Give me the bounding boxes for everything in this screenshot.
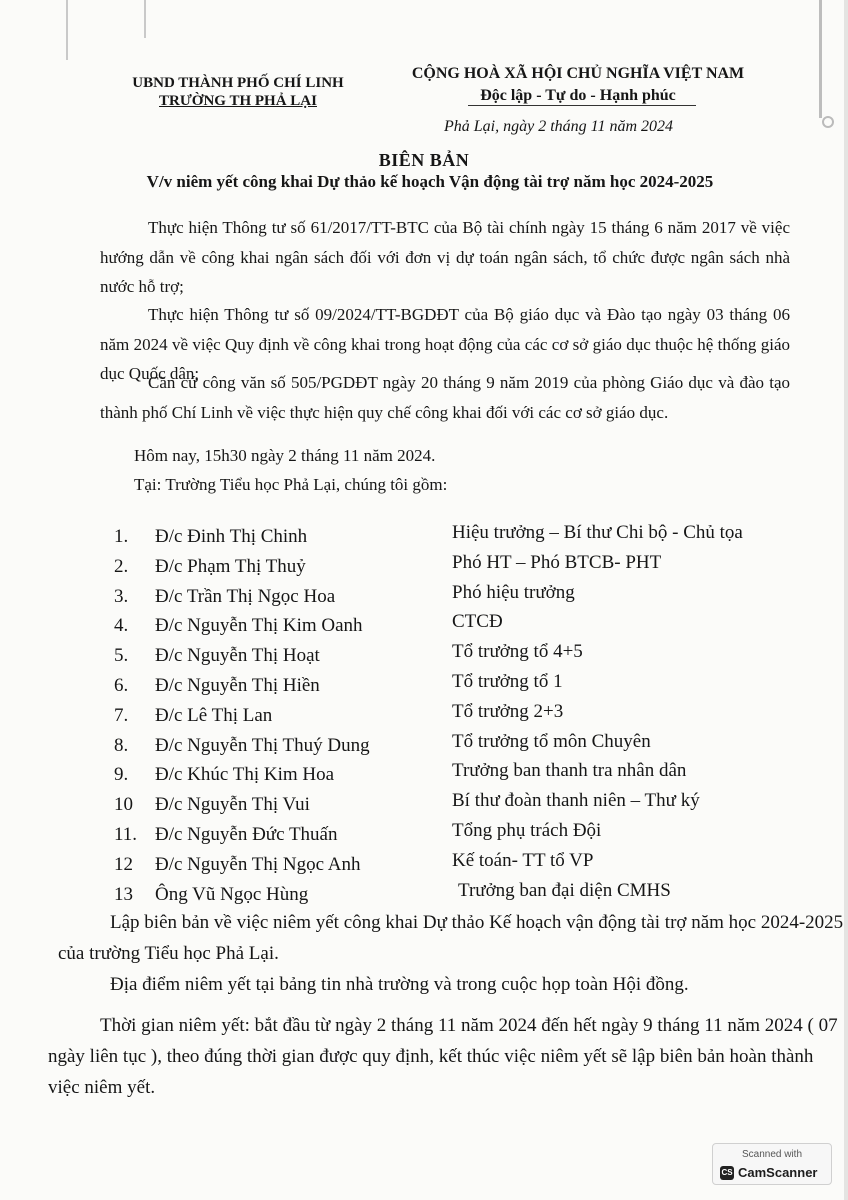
member-name: Ông Vũ Ngọc Hùng (155, 883, 309, 905)
member-role: Hiệu trưởng – Bí thư Chi bộ - Chủ tọa (452, 522, 743, 543)
member-role: CTCĐ (452, 611, 503, 633)
member-number: 9. (114, 764, 129, 786)
member-role: Tổng phụ trách Đội (452, 819, 602, 841)
member-name: Đ/c Nguyễn Thị Hoạt (155, 645, 320, 667)
member-list (0, 522, 848, 909)
member-row (0, 820, 848, 850)
member-row (0, 671, 848, 701)
member-number: 4. (114, 615, 129, 637)
member-name: Đ/c Đinh Thị Chinh (155, 526, 308, 547)
member-name: Đ/c Trần Thị Ngọc Hoa (155, 585, 336, 607)
member-name: Đ/c Nguyễn Thị Kim Oanh (155, 615, 363, 637)
camscanner-name: CamScanner (738, 1165, 818, 1180)
member-name: Đ/c Nguyễn Thị Vui (155, 794, 310, 816)
closing-paragraph-duration (48, 1010, 848, 1103)
scan-artifact-line (66, 0, 68, 60)
member-number: 7. (114, 704, 129, 726)
member-row (0, 731, 848, 761)
member-name: Đ/c Lê Thị Lan (155, 704, 273, 726)
member-number: 10 (114, 794, 133, 816)
member-row (0, 522, 848, 552)
member-row (0, 790, 848, 820)
member-row (0, 641, 848, 671)
member-row (0, 760, 848, 790)
member-name: Đ/c Phạm Thị Thuỷ (155, 555, 306, 577)
paragraph-text: Lập biên bản về việc niêm yết công khai Dự thảo Kế hoạch vận động tài trợ năm học 2024-2025 của trường Tiểu học Phả Lại. (58, 912, 844, 964)
closing-paragraph-purpose (58, 907, 848, 969)
member-number: 5. (114, 645, 129, 667)
document-title: BIÊN BẢN (378, 150, 470, 170)
paragraph-text: Thực hiện Thông tư số 61/2017/TT-BTC của Bộ tài chính ngày 15 tháng 6 năm 2017 về việc hướng dẫn về công khai ngân sách đối với đơn vị dự toán ngân sách, tổ chức được ngân sách nhà nước hỗ trợ; (100, 218, 790, 296)
member-number: 13 (114, 883, 133, 905)
member-number: 11. (114, 823, 138, 845)
member-role: Tổ trưởng tổ 1 (452, 670, 563, 692)
scanned-with-label: Scanned with (741, 1149, 803, 1160)
member-number: 1. (114, 526, 129, 547)
member-role: Phó HT – Phó BTCB- PHT (452, 551, 662, 573)
paragraph-text: Thời gian niêm yết: bắt đầu từ ngày 2 tháng 11 năm 2024 đến hết ngày 9 tháng 11 năm 2024 ( 07 ngày liên tục ), theo đúng thời gian được quy định, kết thúc việc niêm yết sẽ lập biên bản hoàn thành việc niêm yết. (48, 1015, 838, 1098)
member-row (0, 880, 848, 910)
member-number: 2. (114, 555, 129, 577)
paragraph-text: Căn cứ công văn số 505/PGDĐT ngày 20 tháng 9 năm 2019 của phòng Giáo dục và đào tạo thành phố Chí Linh về việc thực hiện quy chế công khai đối với các cơ sở giáo dục. (100, 373, 790, 422)
member-number: 12 (114, 853, 133, 875)
scan-artifact-line (819, 0, 822, 118)
member-row (0, 850, 848, 880)
member-name: Đ/c Khúc Thị Kim Hoa (155, 764, 335, 786)
member-role: Kế toán- TT tổ VP (452, 849, 594, 871)
paragraph-text: Địa điểm niêm yết tại bảng tin nhà trường và trong cuộc họp toàn Hội đồng. (110, 974, 689, 995)
issuer-header (118, 74, 358, 110)
member-number: 6. (114, 674, 129, 696)
national-motto: Độc lập - Tự do - Hạnh phúc (480, 87, 676, 104)
member-role: Tổ trưởng 2+3 (452, 700, 564, 722)
scan-artifact-line (144, 0, 146, 38)
member-name: Đ/c Nguyễn Thị Thuý Dung (155, 734, 370, 756)
member-row (0, 582, 848, 612)
member-role: Trưởng ban đại diện CMHS (458, 879, 671, 901)
document-subtitle: V/v niêm yết công khai Dự thảo kế hoạch Vận động tài trợ năm học 2024-2025 (146, 172, 714, 191)
member-number: 8. (114, 734, 129, 756)
member-row (0, 701, 848, 731)
member-role: Bí thư đoàn thanh niên – Thư ký (452, 790, 700, 812)
member-name: Đ/c Nguyễn Thị Hiền (155, 674, 320, 696)
paragraph-legal-basis-1 (100, 213, 790, 302)
meeting-time: Hôm nay, 15h30 ngày 2 tháng 11 năm 2024. (134, 446, 436, 465)
member-name: Đ/c Nguyễn Thị Ngọc Anh (155, 853, 361, 875)
member-row (0, 611, 848, 641)
issuer-school: TRƯỜNG TH PHẢ LẠI (159, 93, 317, 109)
camscanner-logo-icon: CS (720, 1166, 734, 1180)
member-number: 3. (114, 585, 129, 607)
national-title: CỘNG HOÀ XÃ HỘI CHỦ NGHĨA VIỆT NAM (411, 65, 745, 82)
paragraph-text: Thực hiện Thông tư số 09/2024/TT-BGDĐT của Bộ giáo dục và Đào tạo ngày 03 tháng 06 năm 2024 về việc Quy định về công khai trong hoạt động của các cơ sở giáo dục thuộc hệ thống giáo dục Quốc dân; (100, 305, 790, 383)
national-header (398, 63, 758, 107)
member-role: Tổ trưởng tổ 4+5 (452, 641, 583, 663)
closing-paragraph-location (58, 969, 848, 1000)
member-role: Phó hiệu trưởng (452, 581, 575, 603)
motto-underline (468, 105, 696, 106)
document-date: Phả Lại, ngày 2 tháng 11 năm 2024 (444, 118, 674, 135)
paragraph-legal-basis-3 (100, 368, 790, 427)
meeting-location: Tại: Trường Tiểu học Phả Lại, chúng tôi gồm: (134, 475, 448, 494)
scan-artifact-hole (822, 116, 834, 128)
member-row (0, 552, 848, 582)
camscanner-watermark (712, 1143, 832, 1185)
issuer-authority: UBND THÀNH PHỐ CHÍ LINH (132, 75, 344, 91)
member-role: Tổ trưởng tổ môn Chuyên (452, 730, 651, 752)
member-role: Trưởng ban thanh tra nhân dân (452, 760, 687, 782)
member-name: Đ/c Nguyễn Đức Thuấn (155, 823, 338, 845)
